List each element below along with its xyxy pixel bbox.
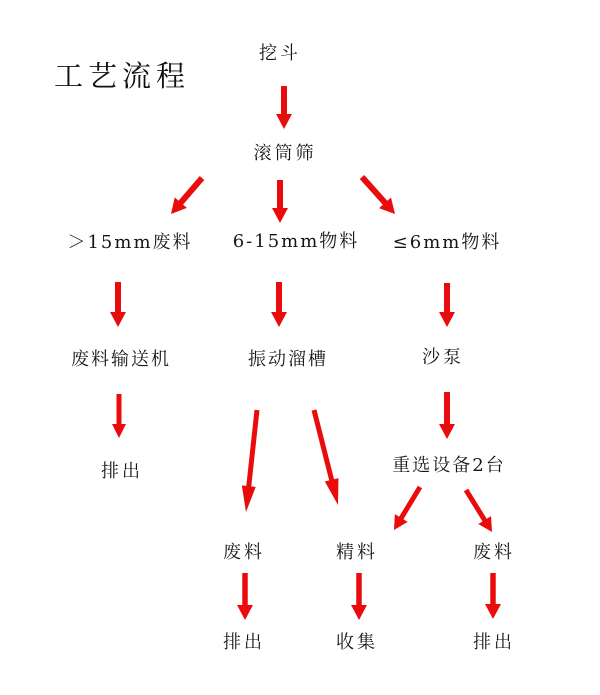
node-waste-right: 废料 bbox=[473, 542, 515, 563]
node-drum-screen: 滚筒筛 bbox=[253, 143, 317, 164]
arrow-concentrate-to-collect bbox=[351, 573, 367, 620]
arrow-mid-material-to-vibrating-chute bbox=[271, 282, 287, 327]
node-waste-mid: 废料 bbox=[223, 542, 265, 563]
arrow-vibrating-chute-to-concentrate bbox=[314, 410, 338, 505]
arrow-drum-screen-to-gt15-waste bbox=[171, 178, 202, 214]
node-vibrating-chute: 振动溜槽 bbox=[248, 349, 328, 370]
page-title: 工艺流程 bbox=[54, 59, 191, 93]
node-sand-pump: 沙泵 bbox=[422, 347, 464, 368]
arrow-gravity-equipment-to-waste-right bbox=[466, 490, 492, 532]
arrow-drum-screen-to-mid-material bbox=[272, 180, 288, 223]
node-gravity-equipment: 重选设备2台 bbox=[392, 455, 506, 476]
node-le6-material: ≤6mm物料 bbox=[392, 232, 502, 253]
arrow-waste-mid-to-discharge-mid bbox=[237, 573, 253, 620]
arrow-waste-right-to-discharge-right bbox=[485, 573, 501, 619]
arrow-drum-screen-to-le6-material bbox=[362, 177, 395, 214]
arrow-le6-material-to-sand-pump bbox=[439, 283, 455, 327]
node-discharge-mid: 排出 bbox=[223, 632, 265, 653]
arrow-gt15-waste-to-waste-conveyor bbox=[110, 282, 126, 327]
arrow-waste-conveyor-to-discharge-left bbox=[112, 394, 126, 438]
arrow-sand-pump-to-gravity-equipment bbox=[439, 392, 455, 439]
arrow-bucket-to-drum-screen bbox=[276, 86, 292, 129]
node-discharge-right: 排出 bbox=[473, 632, 515, 653]
arrow-vibrating-chute-to-waste-mid bbox=[242, 410, 257, 512]
node-discharge-left: 排出 bbox=[101, 461, 143, 482]
node-concentrate: 精料 bbox=[336, 542, 378, 563]
node-bucket: 挖斗 bbox=[259, 43, 301, 64]
node-waste-conveyor: 废料输送机 bbox=[71, 349, 171, 370]
node-collect: 收集 bbox=[336, 632, 378, 653]
arrow-gravity-equipment-to-concentrate bbox=[394, 487, 420, 530]
node-mid-material: 6-15mm物料 bbox=[232, 231, 360, 252]
node-gt15-waste: ＞15mm废料 bbox=[67, 232, 193, 253]
